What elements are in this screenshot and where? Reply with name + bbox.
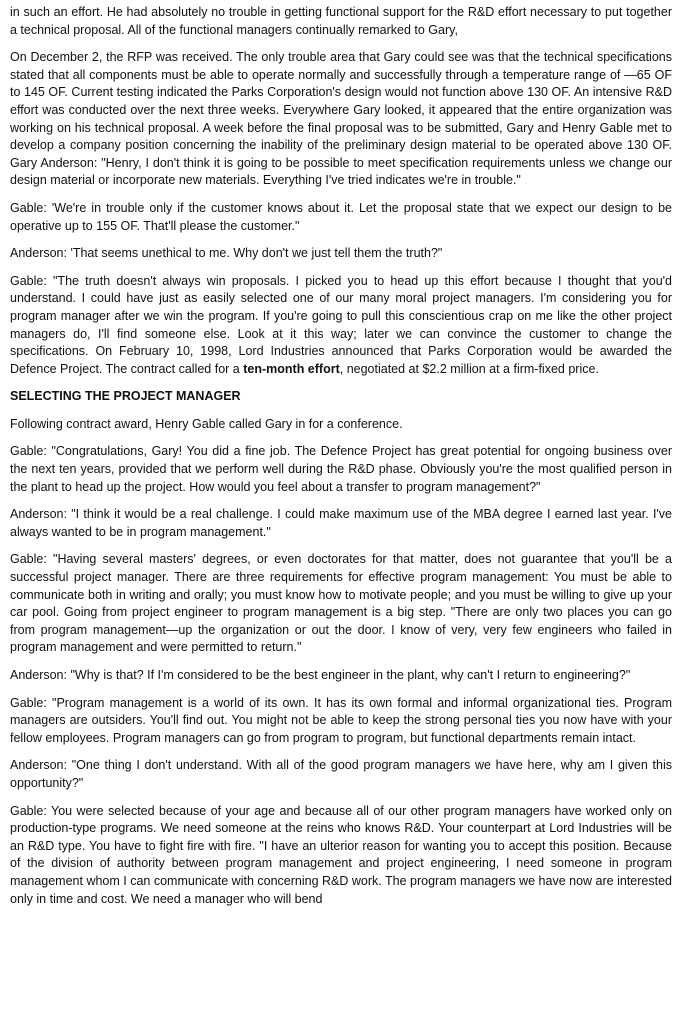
paragraph-anderson-why: Anderson: "Why is that? If I'm considered to be the best engineer in the plant, why can't I return to engineering?" [10, 668, 631, 682]
paragraph-rfp-received: On December 2, the RFP was received. The only trouble area that Gary could see was that the technical specifications stated that all components must be able to operate normally and successfully through a temperature range of —65 OF to 145 OF. Current testing indicated the Parks Corporation's design would not function above 130 OF. An intensive R&D effort was conducted over the next three weeks. Everywhere Gary looked, it appeared that the entire organization was working on his technical proposal. A week before the final proposal was to be submitted, Gary and Henry Gable met to develop a company position concerning the inability of the preliminary design material to be operated above 130 OF. Gary Anderson: "Henry, I don't think it is going to be possible to meet specification requirements unless we change our design material or incorporate new materials. Everything I've tried indicates we're in trouble." [10, 50, 672, 188]
paragraph-gable-truth-start: Gable: "The truth doesn't always win proposals. I picked you to head up this effort because I thought that you'd understand. I could have just as easily selected one of our many moral project managers. I'm considering you for program manager after we win the program. If you're going to pull this conscientious crap on me like the other project managers do, I'll find someone else. Look at it this way; later we can convince the customer to change the specifications. On February 10, 1998, Lord Industries announced that Parks Corporation would be awarded the Defence Project. The contract called for a [10, 273, 672, 376]
paragraph-anderson-opportunity: Anderson: "One thing I don't understand. With all of the good program managers we have here, why am I given this opportunity?" [10, 758, 672, 790]
paragraph-gable-selected: Gable: You were selected because of your age and because all of our other program managers have worked only on production-type programs. We need someone at the reins who knows R&D. Your counterpart at Lord Industries will be an R&D type. You have to fight fire with fire. "I have an ulterior reason for wanting you to accept this position. Because of the division of authority between program management and project engineering, I need someone in program management whom I can communicate with concerning R&D work. The program managers we have now are interested only in time and cost. We need a manager who will bend [10, 803, 672, 906]
paragraph-gable-world: Gable: "Program management is a world of its own. It has its own formal and informal organizational ties. Program managers are outsiders. You'll find out. You might not be able to keep the strong personal ties you now have with your fellow employees. Program managers can go from program to program, but functional departments remain intact. [10, 695, 672, 745]
paragraph-anderson-challenge: Anderson: "I think it would be a real challenge. I could make maximum use of the MBA degree I earned last year. I've always wanted to be in program management." [10, 507, 672, 539]
paragraph-anderson-unethical: Anderson: 'That seems unethical to me. Why don't we just tell them the truth?" [10, 246, 443, 261]
paragraph-intro-continuation: in such an effort. He had absolutely no trouble in getting functional support for the R&D effort necessary to put together a technical proposal. All of the functional managers continually remarked to Gary, [10, 5, 672, 37]
paragraph-gable-trouble: Gable: 'We're in trouble only if the customer knows about it. Let the proposal state that we expect our design to be operative up to 155 OF. That'll please the customer." [10, 200, 672, 233]
section-heading: SELECTING THE PROJECT MANAGER [10, 389, 241, 404]
paragraph-contract-award: Following contract award, Henry Gable called Gary in for a conference. [10, 416, 403, 431]
paragraph-gable-truth [10, 273, 672, 379]
paragraph-gable-truth-end: , negotiated at $2.2 million at a firm-fixed price. [339, 361, 599, 376]
ten-month-effort-emphasis: ten-month effort [243, 361, 340, 376]
paragraph-gable-requirements: Gable: "Having several masters' degrees, or even doctorates for that matter, does not guarantee that you'll be a successful project manager. There are three requirements for effective program management: You must be able to communicate both in writing and orally; you must know how to motivate people; and you must be willing to give up your car pool. Going from project engineer to program management is a big step. "There are only two places you can go from program management—up the organization or out the door. I know of very, very few engineers who failed in program management and were permitted to return." [10, 552, 672, 655]
paragraph-gable-congratulations: Gable: "Congratulations, Gary! You did a fine job. The Defence Project has great potential for ongoing business over the next ten years, provided that we perform well during the R&D phase. Obviously you're the most qualified person in the plant to head up the project. How would you feel about a transfer to program management?" [10, 444, 672, 494]
